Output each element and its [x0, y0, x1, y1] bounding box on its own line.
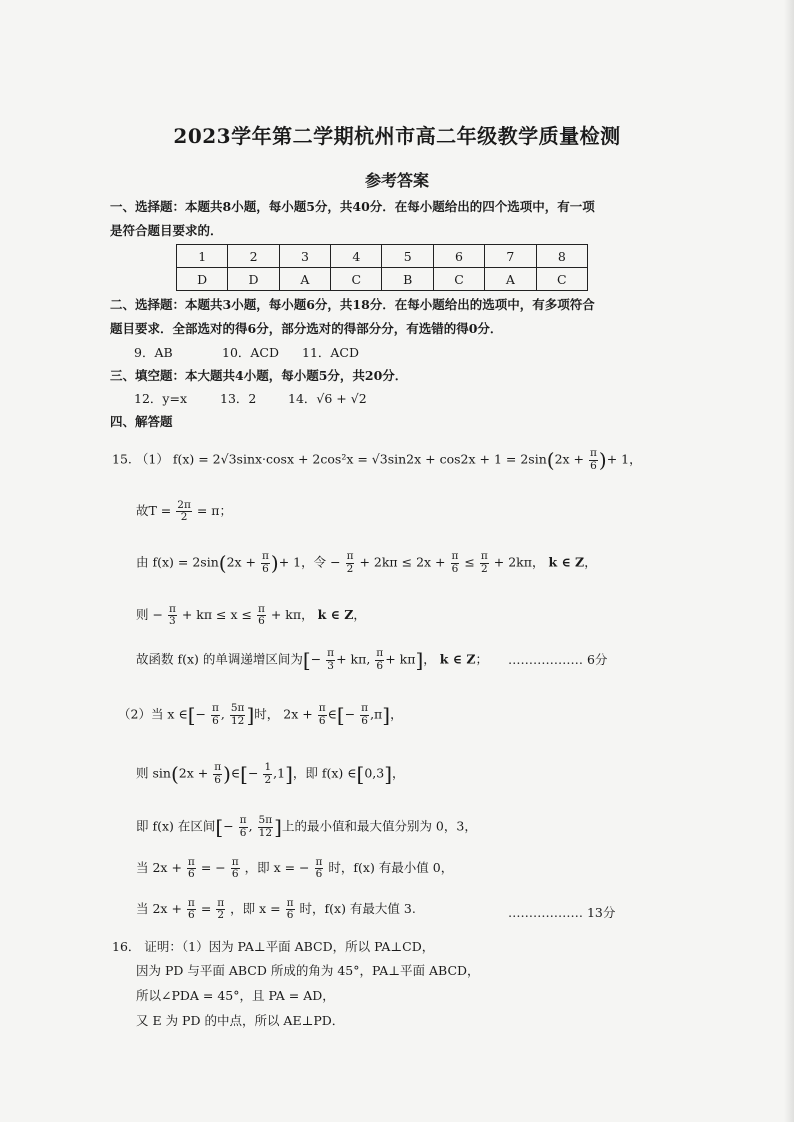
fraction-den: 6 [231, 868, 239, 881]
fraction-pi-6 [360, 703, 369, 726]
fraction-den: 6 [376, 659, 384, 672]
q15-expr: + 2kπ， [493, 554, 545, 570]
q15-expr: ， [584, 554, 597, 570]
q15-expr: − [247, 765, 259, 781]
fraction-1-2 [263, 762, 272, 785]
fraction-pi-6 [239, 815, 248, 838]
fraction-den: 6 [318, 714, 326, 727]
q16-line3: 所以∠PDA = 45°，且 PA = AD， [136, 988, 335, 1003]
bracket-left: [ [215, 815, 224, 839]
fraction-pi-2 [346, 551, 355, 574]
q15-line8 [136, 815, 477, 839]
fraction-num: π [262, 550, 269, 563]
fraction-pi-6 [286, 898, 295, 921]
paren-left: ( [170, 762, 179, 786]
q15-expr: − [310, 651, 322, 667]
fraction-num: 2π [177, 499, 191, 511]
answer-9: 9．AB [134, 345, 173, 360]
bracket-left: [ [356, 762, 365, 786]
fraction-num: π [451, 550, 459, 563]
fraction-pi-6 [187, 857, 196, 880]
section2-heading-line2: 题目要求．全部选对的得6分，部分选对的得部分分，有选错的得0分． [110, 321, 503, 336]
page-subtitle: 参考答案 [364, 171, 429, 190]
fraction-den: 2 [217, 909, 225, 922]
fraction-num: π [187, 897, 195, 909]
q15-line10 [136, 898, 416, 921]
fraction-pi-6 [261, 551, 270, 574]
bracket-left: [ [187, 703, 196, 727]
answer-11: 11．ACD [302, 345, 360, 360]
fraction-num: π [211, 702, 219, 715]
fraction-den: 6 [451, 562, 459, 575]
q15-expr: 即 f(x) 在区间 [136, 818, 216, 834]
q15-expr: + kπ, [336, 651, 371, 667]
section1-heading-line1: 一、选择题：本题共8小题，每小题5分，共40分．在每小题给出的四个选项中，有一项 [110, 199, 595, 214]
fraction-den: 6 [239, 826, 247, 839]
fraction-num: 1 [264, 761, 272, 774]
q15-part2-label: （2）当 x ∈ [118, 706, 188, 722]
fraction-pi-6 [375, 648, 384, 671]
page-title: 2023学年第二学期杭州市高二年级教学质量检测 [173, 124, 621, 148]
score-marker: ……………… 13分 [508, 905, 616, 920]
fraction-pi-6 [213, 762, 222, 785]
table-cell: A [279, 268, 330, 291]
fraction-pi-2 [480, 551, 489, 574]
q16-line2: 因为 PD 与平面 ABCD 所成的角为 45°，PA⊥平面 ABCD， [136, 963, 480, 978]
q15-expr: 2x + [178, 765, 209, 781]
fraction-den: 6 [361, 714, 368, 727]
q15-expr: ； [475, 651, 489, 667]
fraction-pi-2 [216, 898, 225, 921]
fraction-den: 6 [262, 562, 269, 575]
fraction-den: 6 [212, 714, 219, 727]
table-cell: D [177, 268, 228, 291]
fraction-num: π [187, 856, 195, 868]
paren-left: ( [218, 551, 227, 575]
table-cell: C [433, 268, 484, 291]
fraction-num: π [327, 647, 335, 660]
paren-right: ) [270, 551, 279, 575]
fraction-num: π [315, 856, 323, 868]
table-cell: 2 [228, 245, 279, 268]
section4-heading: 四、解答题 [110, 414, 173, 429]
fraction-pi-6 [187, 898, 196, 921]
q15-expr: + kπ， [270, 607, 314, 623]
fraction-den: 6 [315, 868, 323, 881]
q15-expr: ≤ [464, 554, 475, 570]
fraction-num: π [361, 702, 369, 715]
fraction-den: 6 [214, 773, 221, 786]
bracket-right: ] [415, 648, 424, 672]
q15-number: 15. [112, 451, 132, 467]
fraction-den: 12 [230, 714, 245, 727]
fraction-pi-3 [326, 648, 335, 671]
paren-left: ( [546, 448, 555, 472]
fraction-den: 2 [480, 562, 488, 575]
q15-expr: , [248, 818, 253, 834]
q15-expr: − [344, 706, 356, 722]
fraction-pi-6 [318, 703, 327, 726]
q15-expr: f(x) = 2√3sinx·cosx + 2cos²x = √3sin2x + cos2x + 1 = 2sin [172, 451, 547, 467]
table-cell: C [331, 268, 382, 291]
q15-expr: k ∈ Z [439, 651, 476, 667]
fraction-num: π [214, 761, 222, 774]
section3-heading: 三、填空题：本大题共4小题，每小题5分，共20分． [110, 368, 408, 383]
q15-expr: ，即 x = [230, 901, 281, 917]
fraction-num: π [239, 814, 247, 827]
fraction-pi-6 [589, 448, 598, 471]
section2-heading-line1: 二、选择题：本题共3小题，每小题6分，共18分．在每小题给出的选项中，有多项符合 [110, 297, 595, 312]
fraction-num: π [286, 897, 294, 909]
q15-expr: 2x + [226, 554, 257, 570]
fraction-num: 5π [258, 814, 273, 827]
bracket-right: ] [246, 703, 255, 727]
q15-expr: k ∈ Z [317, 607, 354, 623]
fraction-num: π [480, 550, 488, 563]
fraction-num: π [217, 897, 225, 909]
table-cell: 7 [485, 245, 536, 268]
q15-expr: + kπ [385, 651, 416, 667]
table-cell: C [536, 268, 587, 291]
answer-10: 10．ACD [222, 345, 280, 360]
table-cell: 8 [536, 245, 587, 268]
fraction-pi-6 [315, 857, 324, 880]
q15-expr: 则 sin [136, 765, 171, 781]
q15-expr: − [223, 818, 234, 834]
q15-expr: 当 2x + [136, 860, 182, 876]
fraction-den: 12 [258, 826, 273, 839]
q15-expr: 时， [254, 706, 280, 722]
fraction-den: 3 [169, 615, 176, 628]
q15-expr: 时，f(x) 有最大值 3. [299, 901, 416, 917]
table-row-numbers [177, 245, 588, 268]
fraction-den: 6 [188, 909, 195, 922]
fraction-den: 6 [188, 868, 195, 881]
q15-expr: ，即 f(x) ∈ [292, 765, 357, 781]
q15-expr: ,1 [273, 765, 286, 781]
fraction-num: π [231, 856, 239, 868]
q15-expr: = [200, 901, 212, 917]
q15-expr: ∈ [230, 765, 241, 781]
q15-line3 [136, 551, 597, 575]
q15-expr: , [220, 706, 225, 722]
q15-line4 [136, 604, 366, 627]
q15-expr: 2x + [283, 706, 313, 722]
fraction-den: 2 [180, 511, 188, 524]
choice-answer-table [176, 244, 588, 291]
q15-expr: ， [390, 706, 403, 722]
q15-line6 [118, 703, 403, 727]
q15-line1 [112, 448, 642, 472]
q15-expr: 则 − [136, 607, 163, 623]
answer-13: 13．2 [220, 391, 257, 406]
q15-expr: 由 f(x) = 2sin [136, 554, 219, 570]
fraction-num: π [257, 603, 265, 615]
q15-expr: ， [423, 651, 436, 667]
q15-expr: ,π [370, 706, 383, 722]
scan-edge-shadow [784, 0, 794, 1122]
q15-expr: ， [392, 765, 405, 781]
q15-expr: 故函数 f(x) 的单调递增区间为 [136, 651, 303, 667]
bracket-right: ] [382, 703, 391, 727]
q15-expr: + kπ ≤ x ≤ [181, 607, 252, 623]
q15-expr: ∈ [327, 706, 337, 722]
table-cell: 1 [177, 245, 228, 268]
bracket-left: [ [336, 703, 345, 727]
fraction-pi-6 [451, 551, 460, 574]
answer-12: 12．y=x [134, 391, 187, 406]
table-cell: A [485, 268, 536, 291]
q15-part1-label: （1） [135, 451, 169, 467]
bracket-right: ] [384, 762, 393, 786]
table-cell: 5 [382, 245, 433, 268]
fraction-pi-6 [211, 703, 220, 726]
fraction-num: π [590, 447, 597, 460]
q15-expr: + 1， [606, 451, 642, 467]
q15-expr: + 2kπ ≤ 2x + [359, 554, 446, 570]
q15-expr: = π； [196, 503, 233, 519]
fraction-num: π [168, 603, 176, 615]
fraction-pi-3 [168, 604, 177, 627]
q15-expr: 时，f(x) 有最小值 0， [328, 860, 454, 876]
q15-line5 [136, 648, 607, 672]
fraction-den: 6 [258, 615, 265, 628]
table-cell: 6 [433, 245, 484, 268]
fraction-2pi-2 [176, 500, 192, 523]
fraction-num: π [318, 702, 326, 715]
q15-expr: + 1，令 − [278, 554, 341, 570]
q15-expr: 故T = [136, 503, 172, 519]
bracket-right: ] [274, 815, 282, 839]
bracket-right: ] [285, 762, 293, 786]
fraction-num: 5π [230, 702, 245, 715]
table-cell: D [228, 268, 279, 291]
paren-right: ) [223, 762, 231, 786]
q15-expr: ，即 x = − [244, 860, 310, 876]
fraction-pi-6 [231, 857, 240, 880]
q15-expr: 当 2x + [136, 901, 182, 917]
q15-expr: − [195, 706, 206, 722]
q16-line1: 16． 证明：（1）因为 PA⊥平面 ABCD，所以 PA⊥CD， [112, 939, 435, 954]
section1-heading-line2: 是符合题目要求的． [110, 223, 223, 238]
fraction-den: 2 [346, 562, 354, 575]
q16-line4: 又 E 为 PD 的中点，所以 AE⊥PD． [136, 1013, 345, 1028]
q15-line7 [136, 762, 405, 786]
fraction-den: 3 [327, 659, 334, 672]
fraction-den: 2 [264, 773, 272, 786]
bracket-left: [ [302, 648, 311, 672]
table-row-answers [177, 268, 588, 291]
fraction-num: π [346, 550, 354, 563]
q15-expr: k ∈ Z [548, 554, 585, 570]
table-cell: 4 [331, 245, 382, 268]
table-cell: B [382, 268, 433, 291]
score-marker: ……………… 6分 [508, 651, 608, 667]
table-cell: 3 [279, 245, 330, 268]
fraction-pi-6 [257, 604, 266, 627]
q15-expr: 上的最小值和最大值分别为 0，3， [281, 818, 477, 834]
q15-expr: = − [200, 860, 226, 876]
q15-expr: 2x + [554, 451, 585, 467]
fraction-5pi-12 [258, 815, 274, 838]
paren-right: ) [598, 448, 607, 472]
answer-14: 14．√6 + √2 [288, 391, 367, 406]
fraction-den: 6 [286, 909, 294, 922]
fraction-num: π [376, 647, 384, 660]
fraction-den: 6 [590, 459, 597, 472]
q15-expr: ， [353, 607, 366, 623]
q15-expr: 0,3 [364, 765, 385, 781]
q15-line2 [136, 500, 232, 523]
bracket-left: [ [240, 762, 248, 786]
fraction-5pi-12 [230, 703, 246, 726]
q15-line9 [136, 857, 453, 880]
